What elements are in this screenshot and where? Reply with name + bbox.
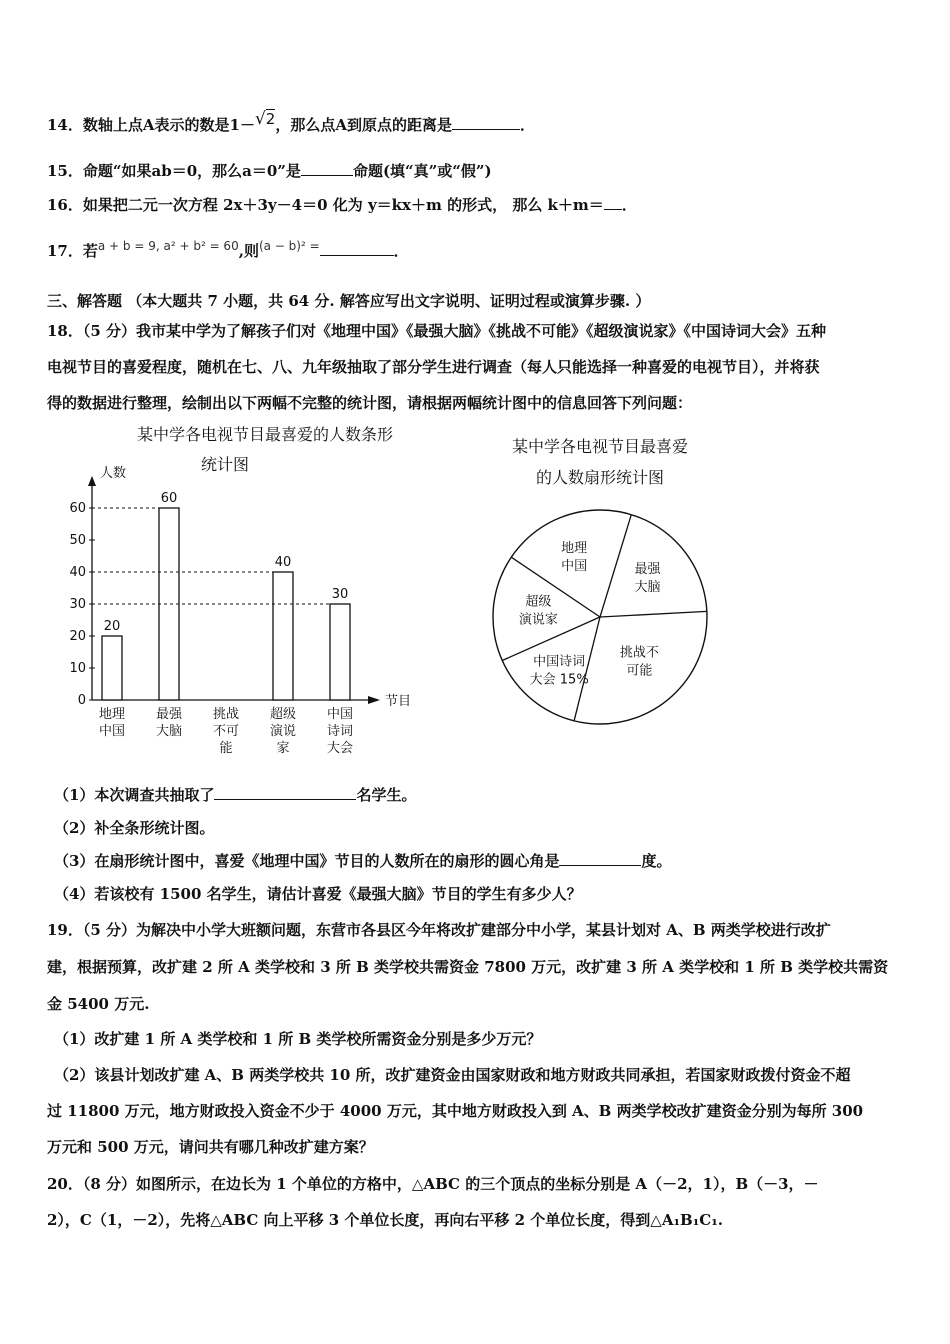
q19-sub2-line3: 万元和 500 万元，请问共有哪几种改扩建方案？ xyxy=(47,1138,374,1156)
category-label: 大脑 xyxy=(155,724,183,739)
y-axis-label: 人数 xyxy=(100,466,127,481)
category-label: 地理 xyxy=(98,707,126,722)
pie-chart-title-1: 某中学各电视节目最喜爱 xyxy=(511,437,689,456)
bar-value-label: 40 xyxy=(274,555,292,570)
q18-sub3-end: 度。 xyxy=(641,852,672,870)
q17-math2: (a − b)² = xyxy=(258,239,320,253)
pie-slice-label: 可能 xyxy=(626,663,653,679)
q18-sub3-blank[interactable] xyxy=(559,851,641,866)
bar-value-label: 20 xyxy=(103,619,121,634)
q14-root: 2 xyxy=(265,110,276,128)
q14-prefix: 14．数轴上点A表示的数是 xyxy=(47,116,230,134)
category-label: 诗词 xyxy=(326,724,354,739)
bar xyxy=(273,572,293,700)
category-label: 大会 xyxy=(326,741,354,756)
x-axis-label: 节目 xyxy=(385,694,412,709)
pie-slice-label: 大脑 xyxy=(634,580,661,596)
bar-chart-title-2: 统计图 xyxy=(200,455,250,474)
category-label: 家 xyxy=(276,741,290,756)
pie-chart-title-2: 的人数扇形统计图 xyxy=(535,468,665,487)
bar-chart xyxy=(50,420,430,765)
y-tick-label: 30 xyxy=(69,597,86,612)
q14-end: ． xyxy=(519,116,535,134)
pie-slice-label: 中国诗词 xyxy=(533,654,586,670)
bar-chart-title-1: 某中学各电视节目最喜爱的人数条形 xyxy=(136,425,394,444)
category-label: 中国 xyxy=(326,707,354,722)
pie-slice-label: 大会 15% xyxy=(529,672,589,688)
q18-sub3-text: （3）在扇形统计图中，喜爱《地理中国》节目的人数所在的扇形的圆心角是 xyxy=(54,852,560,870)
bar-value-label: 60 xyxy=(160,491,178,506)
y-tick-label: 20 xyxy=(69,629,86,644)
q18-sub2: （2）补全条形统计图。 xyxy=(54,819,215,837)
q15-text: 15．命题“如果ab＝0，那么a＝0”是 xyxy=(47,162,301,180)
q18-sub1-text: （1）本次调查共抽取了 xyxy=(54,786,215,804)
sqrt-icon: √ xyxy=(254,109,266,129)
y-tick-label: 0 xyxy=(77,693,86,708)
q18-line2: 电视节目的喜爱程度，随机在七、八、九年级抽取了部分学生进行调查（每人只能选择一种喜爱的电视节目），并将获 xyxy=(47,358,820,376)
q14-blank[interactable] xyxy=(452,115,520,130)
category-label: 能 xyxy=(219,741,233,756)
y-tick-label: 60 xyxy=(69,501,86,516)
section-3-heading: 三、解答题 （本大题共 7 小题，共 64 分. 解答应写出文字说明、证明过程或演算步骤. ） xyxy=(47,292,651,310)
question-15 xyxy=(47,161,492,181)
q19-sub1: （1）改扩建 1 所 A 类学校和 1 所 B 类学校所需资金分别是多少万元？ xyxy=(54,1030,542,1048)
bar-chart-body xyxy=(69,465,411,756)
bar xyxy=(102,636,122,700)
y-axis-arrow xyxy=(88,476,96,486)
q17-blank[interactable] xyxy=(320,241,394,256)
y-tick-label: 10 xyxy=(69,661,86,676)
pie-slice-label: 超级 xyxy=(525,594,552,610)
q14-value: 1－ xyxy=(229,116,255,134)
q18-sub4: （4）若该校有 1500 名学生，请估计喜爱《最强大脑》节目的学生有多少人？ xyxy=(54,885,582,903)
q17-end: ． xyxy=(393,242,409,260)
question-16 xyxy=(47,195,637,215)
q17-math: a + b = 9, a² + b² = 60 xyxy=(97,239,239,253)
q18-sub3 xyxy=(54,851,671,871)
q18-sub1-end: 名学生。 xyxy=(356,786,417,804)
q18-line1: 18．（5 分）我市某中学为了解孩子们对《地理中国》《最强大脑》《挑战不可能》《超级演说家》《中国诗词大会》五种 xyxy=(47,322,827,340)
q18-line3: 得的数据进行整理，绘制出以下两幅不完整的统计图，请根据两幅统计图中的信息回答下列问题： xyxy=(47,394,693,412)
category-label: 演说 xyxy=(269,724,297,739)
question-17 xyxy=(47,241,409,262)
pie-slice-label: 挑战不 xyxy=(619,645,659,661)
q19-line1: 19．（5 分）为解决中小学大班额问题，东营市各县区今年将改扩建部分中小学，某县计划对 A、B 两类学校进行改扩 xyxy=(47,921,831,939)
category-label: 挑战 xyxy=(212,707,240,722)
x-axis-arrow xyxy=(368,696,380,704)
q19-sub2-line2: 过 11800 万元，地方财政投入资金不少于 4000 万元，其中地方财政投入到 A、B 两类学校改扩建资金分别为每所 300 xyxy=(47,1102,864,1120)
category-label: 不可 xyxy=(212,724,240,739)
pie-slice-label: 中国 xyxy=(561,558,588,574)
bar-value-label: 30 xyxy=(331,587,349,602)
pie-slice-label: 最强 xyxy=(634,562,661,578)
y-tick-label: 40 xyxy=(69,565,86,580)
q18-sub1-blank[interactable] xyxy=(214,785,356,800)
q16-text: 16．如果把二元一次方程 2x＋3y－4＝0 化为 y＝kx＋m 的形式， 那么 k＋m＝ xyxy=(47,196,604,214)
q19-sub2-line1: （2）该县计划改扩建 A、B 两类学校共 10 所，改扩建资金由国家财政和地方财政共同承担，若国家财政拨付资金不超 xyxy=(54,1066,851,1084)
q19-line2: 建，根据预算，改扩建 2 所 A 类学校和 3 所 B 类学校共需资金 7800 万元，改扩建 3 所 A 类学校和 1 所 B 类学校共需资 xyxy=(47,958,889,976)
q20-line2: 2），C（1，－2），先将△ABC 向上平移 3 个单位长度，再向右平移 2 个单位长度，得到△A₁B₁C₁. xyxy=(47,1211,724,1229)
q17-mid: ,则 xyxy=(238,242,259,260)
q18-sub1 xyxy=(54,785,416,805)
q14-suffix: ，那么点A到原点的距离是 xyxy=(275,116,452,134)
q16-blank[interactable] xyxy=(604,195,622,210)
question-14 xyxy=(47,109,535,135)
q17-prefix: 17．若 xyxy=(47,242,98,260)
category-label: 最强 xyxy=(155,707,183,722)
pie-slice-label: 演说家 xyxy=(518,612,558,628)
pie-chart-body xyxy=(493,510,707,724)
category-label: 中国 xyxy=(98,724,126,739)
q19-line3: 金 5400 万元. xyxy=(47,995,150,1013)
q16-end: ． xyxy=(621,196,637,214)
pie-slice-label: 地理 xyxy=(561,540,588,556)
q15-suffix: 命题(填“真”或“假”) xyxy=(352,162,492,180)
pie-chart xyxy=(470,425,730,745)
q15-blank[interactable] xyxy=(301,161,353,176)
category-label: 超级 xyxy=(269,707,297,722)
y-tick-label: 50 xyxy=(69,533,86,548)
q20-line1: 20．（8 分）如图所示，在边长为 1 个单位的方格中，△ABC 的三个顶点的坐标分别是 A（－2，1），B（－3，－ xyxy=(47,1175,819,1193)
bar xyxy=(330,604,350,700)
